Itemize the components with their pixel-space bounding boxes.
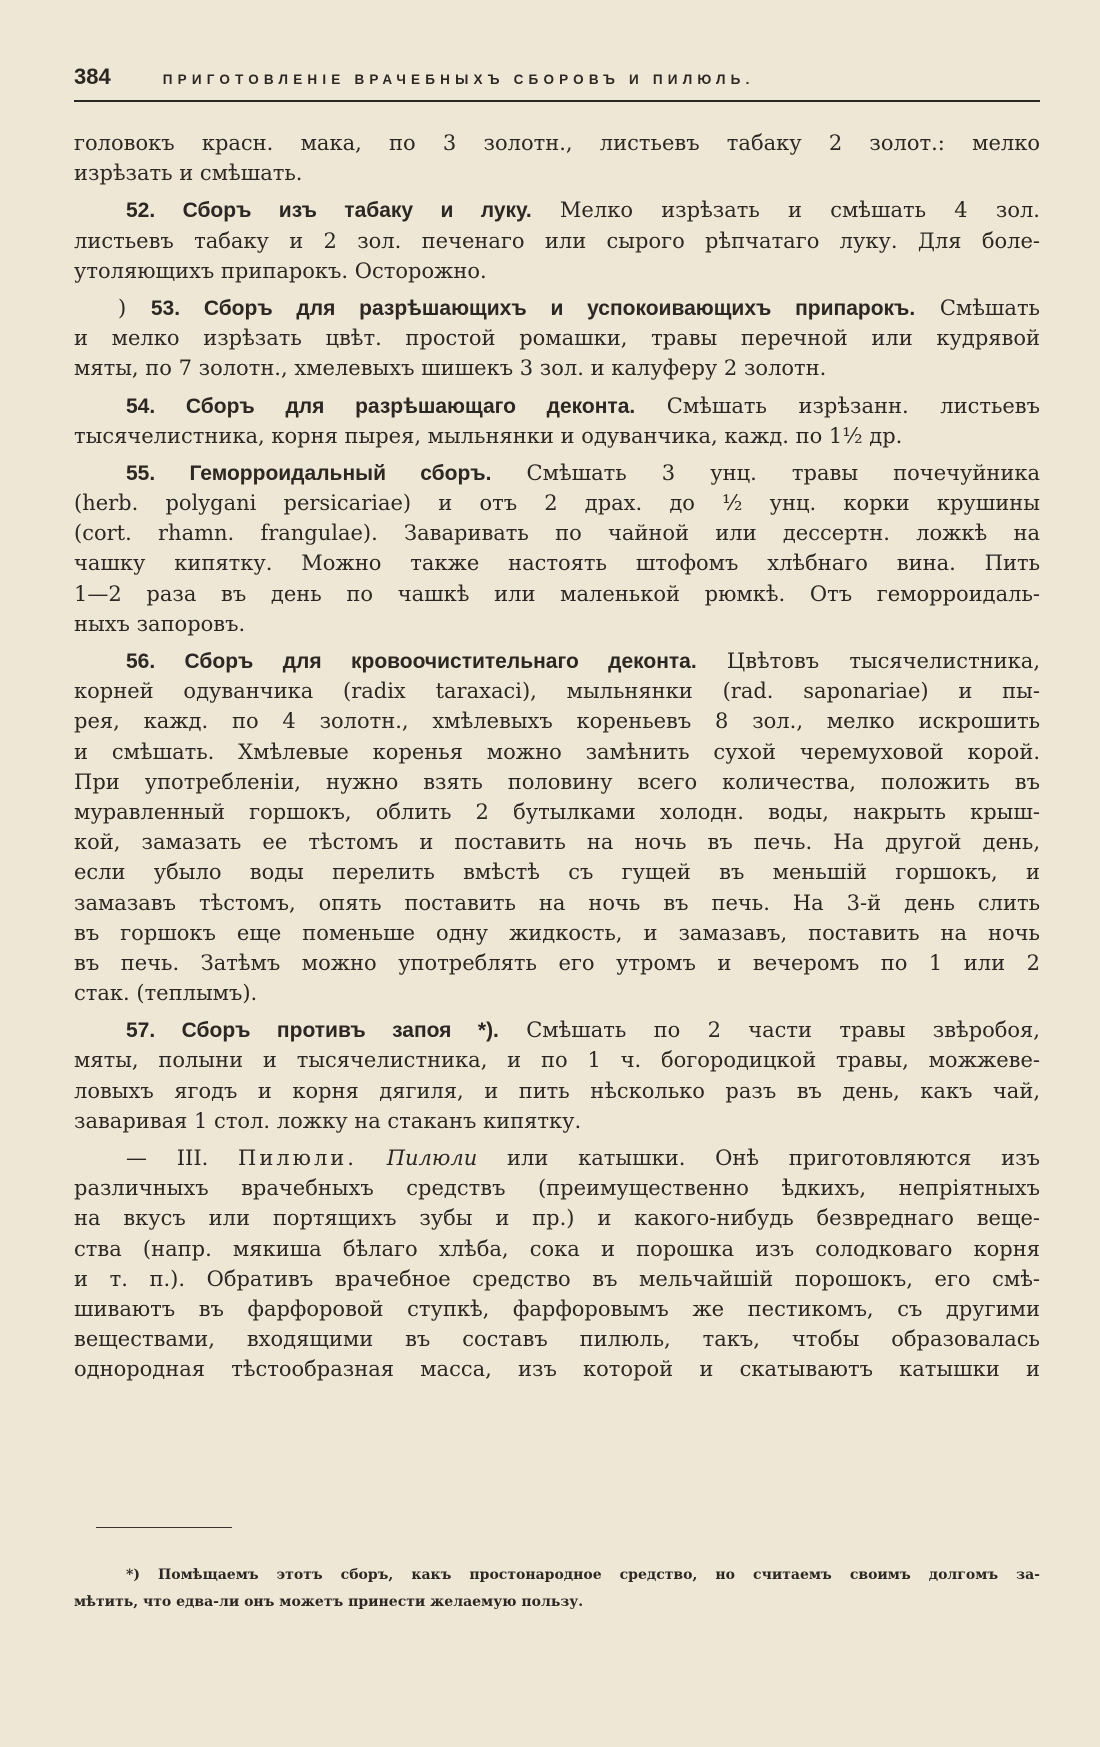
text-line: ныхъ запоровъ.	[74, 611, 246, 636]
text-line: если убыло воды перелить вмѣстѣ съ гущей въ меньшій горшокъ, и	[74, 860, 1040, 885]
text-line: изрѣзать и смѣшать.	[74, 161, 303, 186]
text-line: однородная тѣстообразная масса, изъ которой и скатываютъ катышки и	[74, 1357, 1040, 1382]
section-title: Пилюли.	[238, 1146, 357, 1170]
recipe-52-line: 52. Сборъ изъ табаку и луку. Мелко изрѣзать и смѣшать 4 зол.	[126, 198, 1040, 223]
recipe-55-heading: 55. Геморроидальный сборъ.	[126, 461, 492, 485]
text-line: веществами, входящими въ составъ пилюль, такъ, чтобы образовалась	[74, 1327, 1040, 1352]
section-number: — III.	[126, 1146, 209, 1170]
text-line: (cort. rhamn. frangulae). Заваривать по чайной или дессертн. ложкѣ на	[74, 521, 1040, 546]
page-number: 384	[74, 64, 111, 89]
recipe-57-line: 57. Сборъ противъ запоя *). Смѣшать по 2 части травы звѣробоя,	[126, 1018, 1040, 1043]
text-line: 1—2 раза въ день по чашкѣ или маленькой рюмкѣ. Отъ геморроидаль-	[74, 581, 1040, 606]
recipe-56-heading: 56. Сборъ для кровоочистительнаго деконта.	[126, 650, 697, 673]
recipe-56-line: 56. Сборъ для кровоочистительнаго деконта. Цвѣтовъ тысячелистника,	[126, 649, 1040, 673]
text-line: утоляющихъ припарокъ. Осторожно.	[74, 258, 487, 283]
text-line: и т. п.). Обративъ врачебное средство въ мельчайшій порошокъ, его смѣ-	[74, 1266, 1040, 1291]
text-line: мяты, по 7 золотн., хмелевыхъ шишекъ 3 зол. и калуферу 2 золотн.	[74, 356, 827, 381]
section-iii-line: — III. Пилюли. Пилюли или катышки. Онѣ приготовляются изъ	[126, 1146, 1040, 1170]
page-body	[74, 128, 1040, 1385]
recipe-54-heading: 54. Сборъ для разрѣшающаго деконта.	[126, 394, 636, 418]
footnote-line: мѣтить, что едва-ли онъ можетъ принести желаемую пользу.	[74, 1594, 584, 1610]
recipe-57-heading: 57. Сборъ противъ запоя *).	[126, 1019, 499, 1043]
text-line: заваривая 1 стол. ложку на стаканъ кипятку.	[74, 1108, 582, 1133]
header-rule	[74, 100, 1040, 102]
text-line: листьевъ табаку и 2 зол. печенаго или сырого рѣпчатаго луку. Для боле-	[74, 228, 1040, 253]
text-line: муравленный горшокъ, облить 2 бутылками холодн. воды, накрыть крыш-	[74, 799, 1040, 824]
footnote-line: *) Помѣщаемъ этотъ сборъ, какъ простонародное средство, но считаемъ своимъ долгомъ за-	[126, 1567, 1040, 1583]
text-line: на вкусъ или портящихъ зубы и пр.) и какого-нибудь безвреднаго веще-	[74, 1206, 1040, 1231]
recipe-55-line: 55. Геморроидальный сборъ. Смѣшать 3 унц. травы почечуйника	[126, 460, 1040, 485]
text-line: различныхъ врачебныхъ средствъ (преимущественно ѣдкихъ, непріятныхъ	[74, 1176, 1040, 1201]
text-line: головокъ красн. мака, по 3 золотн., листьевъ табаку 2 золот.: мелко	[74, 131, 1040, 155]
text-line: въ горшокъ еще поменьше одну жидкость, и замазавъ, поставить на ночь	[74, 920, 1040, 945]
text-line: шиваютъ въ фарфоровой ступкѣ, фарфоровымъ же пестикомъ, съ другими	[74, 1296, 1040, 1321]
running-head: ПРИГОТОВЛЕНIЕ ВРАЧЕБНЫХЪ СБОРОВЪ И ПИЛЮЛЬ.	[162, 72, 755, 87]
text-line: въ печь. Затѣмъ можно употреблять его утромъ и вечеромъ по 1 или 2	[74, 950, 1040, 975]
text-line: стак. (теплымъ).	[74, 981, 258, 1006]
recipe-53-line: ) 53. Сборъ для разрѣшающихъ и успокоивающихъ припарокъ. Смѣшать	[118, 295, 1040, 320]
text-line: чашку кипятку. Можно также настоять штофомъ хлѣбнаго вина. Пить	[74, 551, 1040, 576]
text-line: рея, кажд. по 4 золотн., хмѣлевыхъ кореньевъ 8 зол., мелко искрошить	[74, 709, 1040, 734]
text-line: ловыхъ ягодъ и корня дягиля, и пить нѣсколько разъ въ день, какъ чай,	[74, 1078, 1040, 1103]
recipe-54-line: 54. Сборъ для разрѣшающаго деконта. Смѣшать изрѣзанн. листьевъ	[126, 393, 1040, 418]
text-line: корней одуванчика (radix taraxaci), мыльнянки (rad. saponariae) и пы-	[74, 679, 1040, 704]
margin-mark: )	[118, 295, 127, 320]
text-line: и смѣшать. Хмѣлевые коренья можно замѣнить сухой черемуховой корой.	[74, 739, 1040, 764]
text-line: ства (напр. мякиша бѣлаго хлѣба, сока и порошка изъ солодковаго корня	[74, 1236, 1040, 1261]
footnote-rule	[96, 1527, 232, 1528]
page-header	[74, 64, 1040, 90]
footnote	[74, 1562, 1040, 1616]
text-line: При употребленіи, нужно взять половину всего количества, положить въ	[74, 769, 1040, 794]
recipe-53-heading: 53. Сборъ для разрѣшающихъ и успокоивающихъ припарокъ.	[150, 296, 916, 320]
text-line: замазавъ тѣстомъ, опять поставить на ночь въ печь. На 3-й день слить	[74, 890, 1040, 915]
recipe-52-heading: 52. Сборъ изъ табаку и луку.	[126, 199, 532, 223]
text-line: тысячелистника, корня пырея, мыльнянки и одуванчика, кажд. по 1½ др.	[74, 423, 903, 448]
section-term: Пилюли	[386, 1146, 478, 1170]
text-line: мяты, полыни и тысячелистника, и по 1 ч. богородицкой травы, можжеве-	[74, 1048, 1040, 1073]
text-line: кой, замазать ее тѣстомъ и поставить на ночь въ печь. На другой день,	[74, 830, 1040, 855]
text-line: и мелко изрѣзать цвѣт. простой ромашки, травы перечной или кудрявой	[74, 326, 1040, 351]
text-line: (herb. polygani persicariae) и отъ 2 драх. до ½ унц. корки крушины	[74, 491, 1040, 516]
